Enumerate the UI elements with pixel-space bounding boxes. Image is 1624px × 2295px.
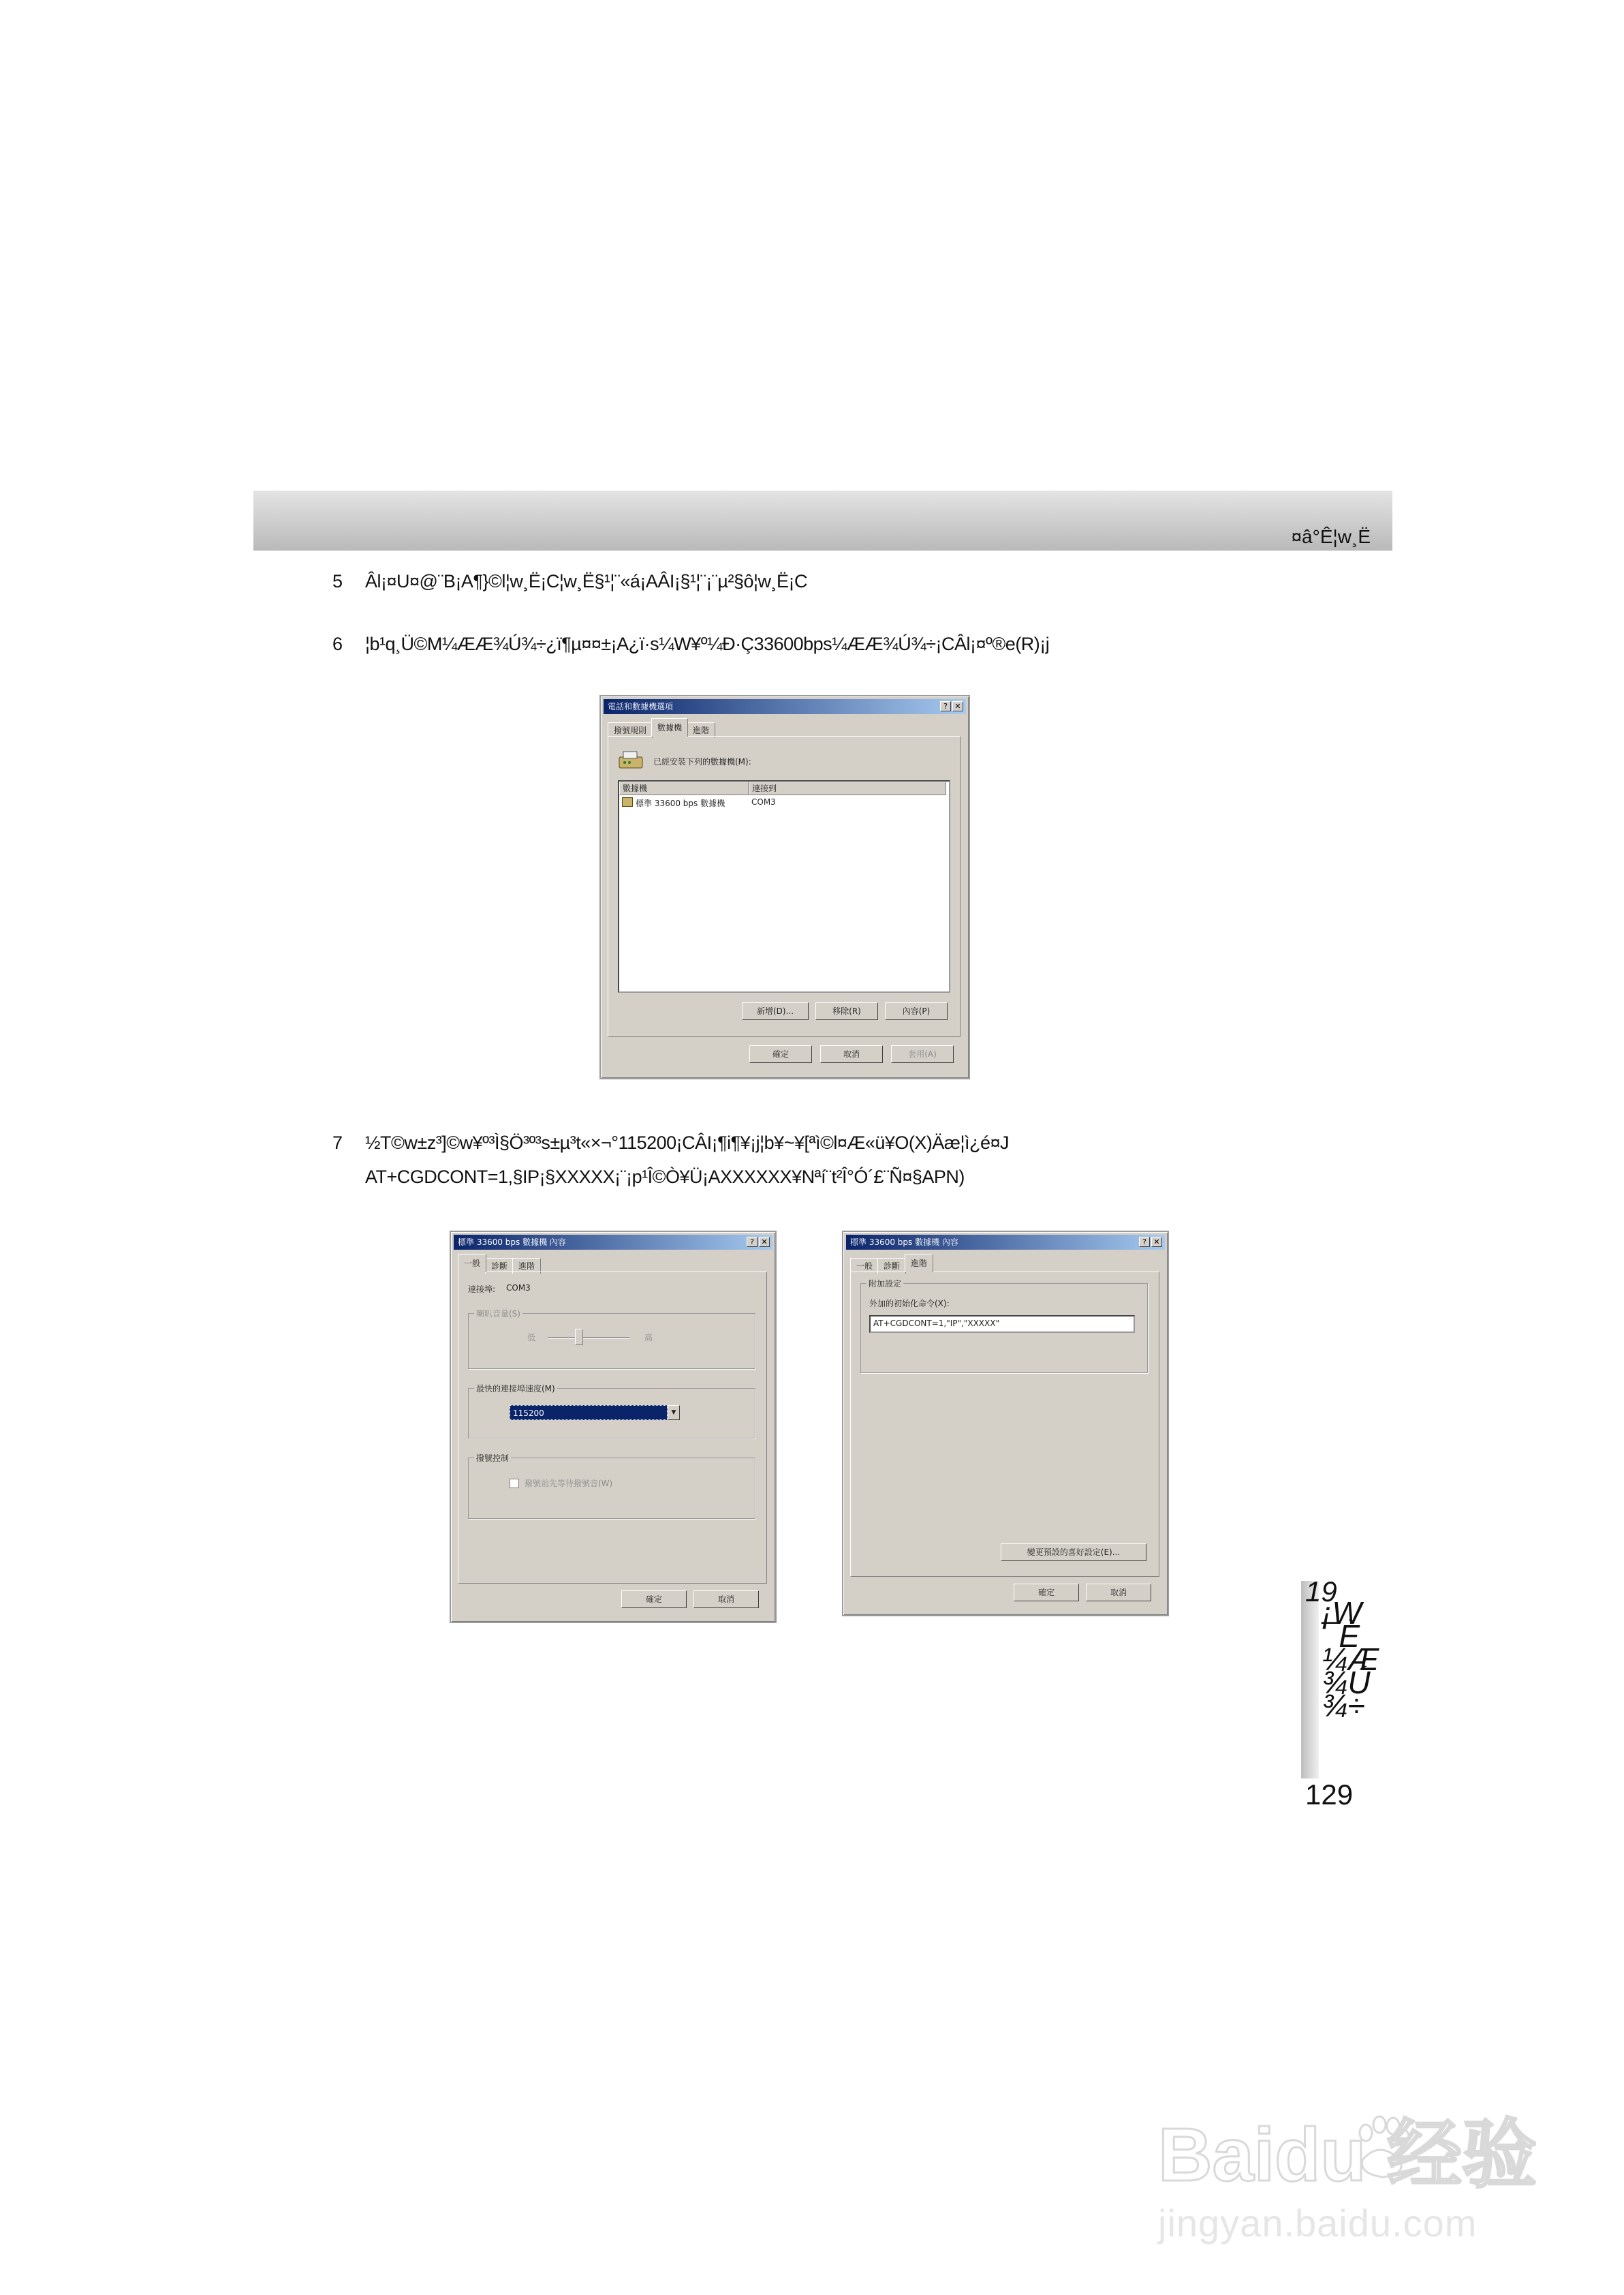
extra-settings-label: 附加設定	[866, 1278, 903, 1289]
close-icon[interactable]: ✕	[1151, 1237, 1162, 1247]
dialog3-title: 標準 33600 bps 數據機 內容	[850, 1237, 958, 1247]
chapter-title: ¡W ¯È ¼Æ ¾Ú ¾÷	[1322, 1595, 1379, 1723]
dialog3-titlebar	[846, 1235, 1165, 1250]
speaker-volume-group	[468, 1309, 755, 1369]
speaker-low-label: 低	[527, 1333, 536, 1342]
tab-advanced[interactable]: 進階	[512, 1258, 541, 1274]
modem-properties-advanced-dialog	[842, 1231, 1169, 1616]
add-button[interactable]: 新增(D)...	[742, 1002, 809, 1020]
init-command-label: 外加的初始化命令(X):	[869, 1299, 950, 1308]
ok-button[interactable]: 確定	[1014, 1584, 1079, 1601]
max-port-speed-group	[468, 1384, 755, 1438]
modem-small-icon	[622, 797, 633, 807]
tab-dialing-rules[interactable]: 撥號規則	[608, 722, 653, 738]
watermark-url: jingyan.baidu.com	[1158, 2202, 1478, 2245]
modem-port: COM3	[751, 797, 776, 807]
tab-modems[interactable]: 數據機	[651, 718, 688, 737]
dial-control-group	[468, 1453, 755, 1519]
volume-slider-track[interactable]	[548, 1337, 629, 1339]
port-speed-select[interactable]: 115200	[510, 1405, 668, 1420]
extra-settings-group	[860, 1279, 1148, 1373]
step-6-number: 6	[332, 634, 343, 654]
cancel-button[interactable]: 取消	[693, 1590, 759, 1608]
step-5-text: Âl¡¤U¤@¨B¡A¶}©l¦w¸Ë¡C¦w¸Ë§¹¦¨«á¡AÂI¡§¹¦¨¡¨µ²§ô¦w¸Ë¡C	[365, 571, 807, 591]
apply-button[interactable]: 套用(A)	[891, 1045, 954, 1063]
port-label: 連接埠:	[468, 1284, 496, 1294]
cancel-button[interactable]: 取消	[1086, 1584, 1151, 1601]
init-command-input[interactable]: AT+CGDCONT=1,"IP","XXXXX"	[869, 1315, 1135, 1333]
installed-modems-label: 已經安裝下列的數據機(M):	[653, 757, 751, 767]
properties-button[interactable]: 內容(P)	[885, 1002, 948, 1020]
help-icon[interactable]: ?	[747, 1237, 758, 1247]
list-item[interactable]	[619, 797, 946, 809]
page-number: 129	[1305, 1778, 1354, 1811]
baidu-paw-icon	[1158, 2106, 1567, 2201]
dial-control-label: 撥號控制	[474, 1452, 511, 1464]
step-7-text-line1: ½T©w±z³]©w¥º³Ì§Ö³º³s±µ³t«×¬°115200¡CÂI¡¶i¶¥¡j¦b¥~¥[ªì©l¤Æ«ü¥O(X)Äæ¦ì¿é¤J	[365, 1133, 1009, 1153]
speaker-high-label: 高	[644, 1333, 653, 1342]
wait-dialtone-label: 撥號前先等待撥號音(W)	[525, 1479, 613, 1488]
modem-list[interactable]	[618, 780, 950, 993]
advanced-panel	[850, 1272, 1159, 1577]
tab-diagnostics[interactable]: 診斷	[485, 1258, 514, 1274]
modem-icon	[618, 749, 645, 772]
remove-button[interactable]: 移除(R)	[815, 1002, 878, 1020]
header-band	[253, 491, 1392, 551]
help-icon[interactable]: ?	[940, 701, 951, 711]
change-default-preferences-button[interactable]: 變更預設的喜好設定(E)...	[1001, 1543, 1146, 1561]
dialog2-title: 標準 33600 bps 數據機 內容	[458, 1237, 566, 1247]
chapter-number: 19	[1305, 1575, 1337, 1607]
dialog2-titlebar	[454, 1235, 772, 1250]
wait-dialtone-checkbox[interactable]	[510, 1479, 519, 1488]
help-icon[interactable]: ?	[1139, 1237, 1150, 1247]
port-value: COM3	[506, 1283, 531, 1293]
tab-general[interactable]: 一般	[458, 1254, 486, 1272]
tab-general[interactable]: 一般	[850, 1258, 879, 1274]
close-icon[interactable]: ✕	[952, 701, 963, 711]
speaker-volume-label: 喇叭音量(S)	[474, 1308, 522, 1319]
volume-slider-thumb[interactable]	[575, 1329, 583, 1345]
watermark-brand: Baidu 经验	[1158, 2113, 1537, 2197]
column-modem[interactable]: 數據機	[619, 782, 749, 795]
baidu-jingyan-watermark	[1158, 2106, 1567, 2201]
column-attached-to[interactable]: 連接到	[749, 782, 946, 795]
close-icon[interactable]: ✕	[759, 1237, 770, 1247]
max-port-speed-label: 最快的連接埠速度(M)	[474, 1383, 557, 1394]
tab-advanced[interactable]: 進階	[687, 722, 715, 738]
cancel-button[interactable]: 取消	[820, 1045, 883, 1063]
general-panel	[458, 1272, 767, 1584]
chevron-down-icon[interactable]: ▼	[668, 1405, 680, 1420]
modem-name: 標準 33600 bps 數據機	[636, 799, 725, 808]
header-title: ¤â°Ê¦w¸Ë	[1291, 526, 1371, 547]
chapter-side-tab	[1301, 1581, 1319, 1778]
modem-properties-general-dialog	[450, 1231, 777, 1623]
step-7-number: 7	[332, 1133, 343, 1153]
step-6-text: ¦b¹q¸Ü©M¼ÆÆ¾Ú¾÷¿ï¶µ¤¤±¡A¿ï·s¼W¥º¼Ð·Ç33600bps¼ÆÆ¾Ú¾÷¡CÂl¡¤º®e(R)¡j	[365, 634, 1050, 654]
dialog1-title: 電話和數據機選項	[608, 702, 674, 711]
step-5-number: 5	[332, 571, 343, 591]
tab-diagnostics[interactable]: 診斷	[877, 1258, 906, 1274]
tab-advanced[interactable]: 進階	[905, 1254, 933, 1272]
ok-button[interactable]: 確定	[621, 1590, 687, 1608]
ok-button[interactable]: 確定	[749, 1045, 812, 1063]
modems-panel	[608, 736, 961, 1037]
step-7-text-line2: AT+CGDCONT=1,§IP¡§XXXXX¡¨¡p¹Î©Ò¥Ü¡AXXXXXX¥Nªí¨t²Î°Ó´£¨Ñ¤§APN)	[365, 1167, 965, 1187]
phone-modem-options-dialog	[599, 695, 970, 1079]
dialog1-titlebar	[604, 699, 966, 714]
